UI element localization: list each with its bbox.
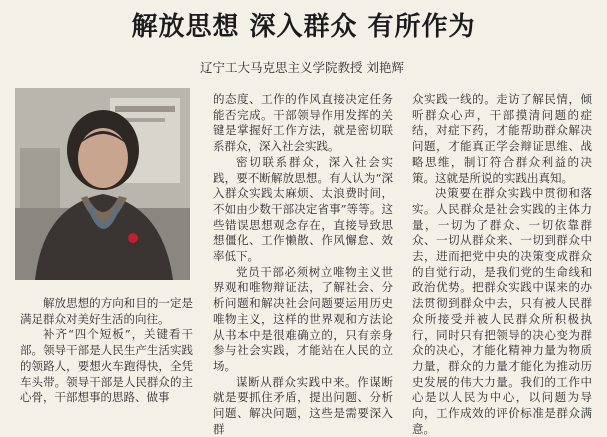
article-title: 解放思想 深入群众 有所作为 bbox=[131, 12, 476, 42]
text-column-1 bbox=[20, 296, 193, 406]
text-column-3 bbox=[412, 92, 592, 437]
paragraph: 党员干部必须树立唯物主义世界观和唯物辩证法，了解社会、分析问题和解决社会问题要运用历史唯物主义，这样的世界观和方法论从书本中是很难确立的，只有亲身参与社会实践，才能站在人民的立场。 bbox=[213, 264, 393, 373]
paragraph: 补齐“四个短板”，关键看干部。领导干部是人民生产生活实践的领路人，要想火车跑得快，全凭车头带。领导干部是人民群众的主心骨，干部想事的思路、做事 bbox=[20, 327, 193, 405]
author-portrait-photo bbox=[15, 88, 190, 280]
paragraph: 众实践一线的。走访了解民情，倾听群众心声，干部摸清问题的症结，对症下药，才能帮助群众解决问题，才能真正学会辩证思维、战略思维，制订符合群众利益的决策。这就是所说的实践出真知。 bbox=[412, 92, 592, 185]
portrait-icon bbox=[15, 88, 190, 280]
article-byline: 辽宁工大马克思主义学院教授 刘艳辉 bbox=[200, 60, 404, 75]
paragraph: 谋断从群众实践中来。作谋断就是要抓住矛盾，提出问题、分析问题、解决问题，这些是需要深入群 bbox=[213, 374, 393, 436]
paragraph: 解放思想的方向和目的一定是满足群众对美好生活的向往。 bbox=[20, 296, 193, 326]
paragraph: 决策要在群众实践中贯彻和落实。人民群众是社会实践的主体力量，一切为了群众、一切依靠群众、一切从群众来、一切到群众中去，进而把党中央的决策变成群众的自觉行动，是我们党的生命线和政治优势。把群众实践中谋来的办法贯彻到群众中去，只有被人民群众所接受并被人民群众所积极执行，同时只有把领导的决心变为群众的决心，才能化精神力量为物质力量，群众的力量才能化为推动历史发展的伟大力量。我们的工作中心是以人民为中心，以问题为导向，工作成效的评价标准是群众满意。 bbox=[412, 186, 592, 436]
text-column-2 bbox=[213, 92, 393, 437]
paragraph: 的态度、工作的作风直接决定任务能否完成。干部领导作用发挥的关键是掌握好工作方法，就是密切联系群众，深入社会实践。 bbox=[213, 92, 393, 154]
paragraph: 密切联系群众，深入社会实践，要不断解放思想。有人认为“深入群众实践太麻烦、太浪费时间，不如由少数干部决定省事”等等。这些错误思想观念存在，直接导致思想僵化、工作懒散、作风懈怠、效率低下。 bbox=[213, 154, 393, 264]
